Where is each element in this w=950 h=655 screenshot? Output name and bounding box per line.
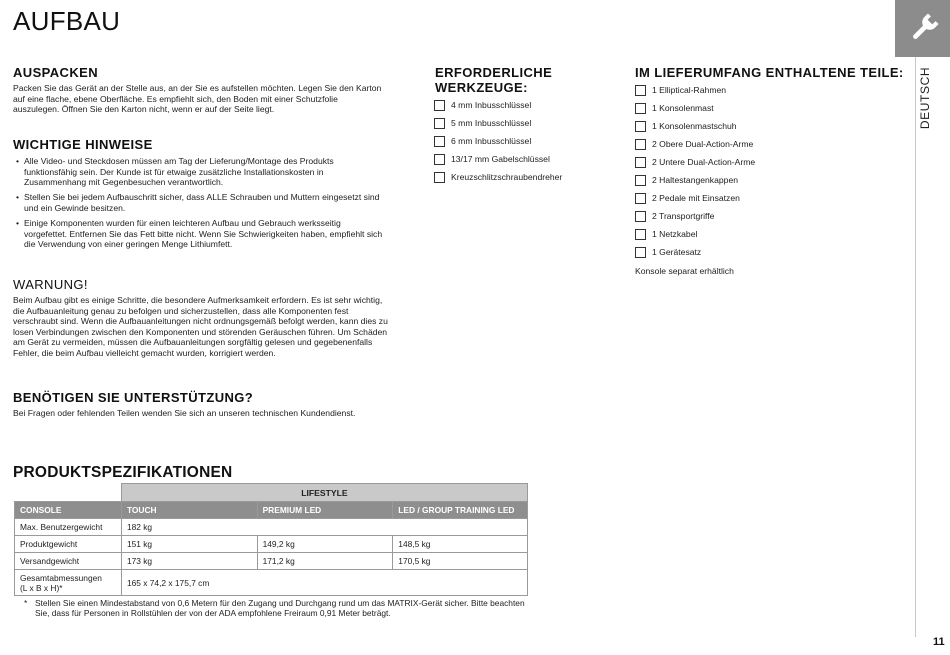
checkbox[interactable]	[635, 139, 646, 150]
list-item-label: 5 mm Inbusschlüssel	[451, 118, 532, 128]
checkbox[interactable]	[434, 100, 445, 111]
tools-heading-line1: ERFORDERLICHE	[435, 65, 553, 80]
table-row	[15, 570, 528, 596]
checkbox[interactable]	[635, 211, 646, 222]
checkbox[interactable]	[635, 247, 646, 258]
checkbox[interactable]	[434, 136, 445, 147]
row-label: Produktgewicht	[15, 536, 122, 553]
list-item-label: 2 Transportgriffe	[652, 211, 715, 221]
checkbox[interactable]	[635, 229, 646, 240]
checkbox[interactable]	[635, 121, 646, 132]
list-item	[635, 207, 755, 225]
list-item	[434, 132, 562, 150]
column-header: CONSOLE	[15, 502, 122, 519]
contents-note: Konsole separat erhältlich	[635, 266, 734, 276]
table-cell: 165 x 74,2 x 175,7 cm	[121, 570, 527, 596]
table-row	[15, 553, 528, 570]
notes-heading: WICHTIGE HINWEISE	[13, 137, 153, 152]
table-cell: 171,2 kg	[257, 553, 393, 570]
wrench-icon	[905, 11, 941, 47]
list-item	[635, 81, 755, 99]
list-item-label: 1 Gerätesatz	[652, 247, 702, 257]
list-item-label: 2 Pedale mit Einsatzen	[652, 193, 740, 203]
list-item	[635, 243, 755, 261]
list-item	[635, 99, 755, 117]
list-item-label: 2 Haltestangenkappen	[652, 175, 739, 185]
checkbox[interactable]	[635, 103, 646, 114]
list-item	[635, 153, 755, 171]
checkbox[interactable]	[635, 175, 646, 186]
checkbox[interactable]	[635, 157, 646, 168]
warning-heading: WARNUNG!	[13, 277, 88, 292]
row-label: Max. Benutzergewicht	[15, 519, 122, 536]
support-heading: BENÖTIGEN SIE UNTERSTÜTZUNG?	[13, 390, 254, 405]
list-item-label: 6 mm Inbusschlüssel	[451, 136, 532, 146]
footnote-text: Stellen Sie einen Mindestabstand von 0,6 Metern für den Zugang und Durchgang rund um das MATRIX-Gerät sicher. Bitte beachten Sie, dass für Personen in Rollstühlen der von der ADA empfohlene Freiraum 0,91 Meter beträgt.	[35, 598, 525, 619]
column-header: LED / GROUP TRAINING LED	[393, 502, 528, 519]
table-cell: 151 kg	[121, 536, 257, 553]
table-cell: 173 kg	[121, 553, 257, 570]
specs-footnote	[24, 598, 534, 619]
checkbox[interactable]	[635, 85, 646, 96]
row-label-line1: Gesamtabmessungen	[20, 572, 102, 583]
contents-list	[635, 81, 755, 261]
table-row	[15, 484, 528, 502]
table-cell	[15, 484, 122, 502]
tools-list	[434, 96, 562, 186]
notes-list	[13, 156, 386, 254]
section-tab	[895, 0, 950, 57]
list-item	[635, 171, 755, 189]
list-item-label: 1 Konsolenmast	[652, 103, 714, 113]
list-item-label: 1 Elliptical-Rahmen	[652, 85, 727, 95]
row-label: Versandgewicht	[15, 553, 122, 570]
column-header: TOUCH	[121, 502, 257, 519]
row-label-line2: (L x B x H)*	[20, 582, 63, 593]
specs-heading: PRODUKTSPEZIFIKATIONEN	[13, 464, 233, 481]
contents-heading: IM LIEFERUMFANG ENTHALTENE TEILE:	[635, 65, 904, 80]
table-cell: 182 kg	[121, 519, 527, 536]
unpacking-text: Packen Sie das Gerät an der Stelle aus, an der Sie es aufstellen möchten. Legen Sie den Karton auf eine flache, ebene Oberfläche. Es empfiehlt sich, den Boden mit einer Schutzfolie auszulegen. Öffnen Sie den Karton nicht, wenn er auf der Seite liegt.	[13, 83, 382, 115]
table-header-row	[15, 502, 528, 519]
list-item-label: 1 Konsolenmastschuh	[652, 121, 737, 131]
language-tab	[918, 68, 932, 128]
row-label	[15, 570, 122, 596]
list-item	[635, 135, 755, 153]
page-title: AUFBAU	[13, 6, 121, 36]
list-item-label: 1 Netzkabel	[652, 229, 698, 239]
checkbox[interactable]	[434, 154, 445, 165]
checkbox[interactable]	[434, 118, 445, 129]
list-item	[434, 150, 562, 168]
support-text: Bei Fragen oder fehlenden Teilen wenden Sie sich an unseren technischen Kundendienst.	[13, 408, 356, 418]
language-label: DEUTSCH	[918, 66, 932, 130]
column-header: PREMIUM LED	[257, 502, 393, 519]
footnote-mark: *	[24, 598, 28, 608]
list-item	[434, 96, 562, 114]
table-cell: 170,5 kg	[393, 553, 528, 570]
list-item: • Einige Komponenten wurden für einen leichteren Aufbau und Gebrauch werksseitig vorgefettet. Entfernen Sie das Fett bitte nicht. Wenn Sie Schwierigkeiten haben, empfiehlt sich die Verwendung von einer geringen Menge Lithiumfett.	[13, 218, 386, 250]
specs-table	[14, 483, 528, 596]
list-item-label: 13/17 mm Gabelschlüssel	[451, 154, 550, 164]
table-cell: 149,2 kg	[257, 536, 393, 553]
tools-heading	[435, 65, 552, 95]
list-item-label: 2 Obere Dual-Action-Arme	[652, 139, 754, 149]
list-item	[434, 168, 562, 186]
list-item-label: 2 Untere Dual-Action-Arme	[652, 157, 756, 167]
list-item	[434, 114, 562, 132]
table-cell: 148,5 kg	[393, 536, 528, 553]
page-number: 11	[933, 636, 945, 648]
warning-text: Beim Aufbau gibt es einige Schritte, die besondere Aufmerksamkeit erfordern. Es ist sehr wichtig, die Aufbauanleitung genau zu befolgen und sicherzustellen, dass alle Komponenten fest verschraubt sind. Wenn die Aufbauanleitungen nicht ordnungsgemäß befolgt werden, kann dies zu losen Verbindungen zwischen den Komponenten und störenden Geräuschen führen. Um Schäden am Gerät zu vermeiden, müssen die Aufbauanleitungen sorgfältig gelesen und gegebenenfalls Fehler, die beim Aufbau vielleicht gemacht wurden, korrigiert werden.	[13, 295, 388, 358]
unpacking-heading: AUSPACKEN	[13, 65, 98, 80]
group-header: LIFESTYLE	[121, 484, 527, 502]
list-item	[635, 225, 755, 243]
side-divider	[915, 57, 916, 637]
list-item: • Stellen Sie bei jedem Aufbauschritt sicher, dass ALLE Schrauben und Muttern eingesetzt sind und ein Gewinde besitzen.	[13, 192, 386, 213]
checkbox[interactable]	[635, 193, 646, 204]
table-row	[15, 519, 528, 536]
table-row	[15, 536, 528, 553]
list-item-label: Kreuzschlitzschraubendreher	[451, 172, 563, 182]
list-item	[635, 117, 755, 135]
list-item	[635, 189, 755, 207]
list-item-label: 4 mm Inbusschlüssel	[451, 100, 532, 110]
tools-heading-line2: WERKZEUGE:	[435, 80, 528, 95]
list-item: • Alle Video- und Steckdosen müssen am Tag der Lieferung/Montage des Produkts funktionsfähig sein. Der Kunde ist für etwaige zusätzliche Installationskosten in Zusammenhang mit Gegenbesuchen verantwortlich.	[13, 156, 386, 188]
checkbox[interactable]	[434, 172, 445, 183]
